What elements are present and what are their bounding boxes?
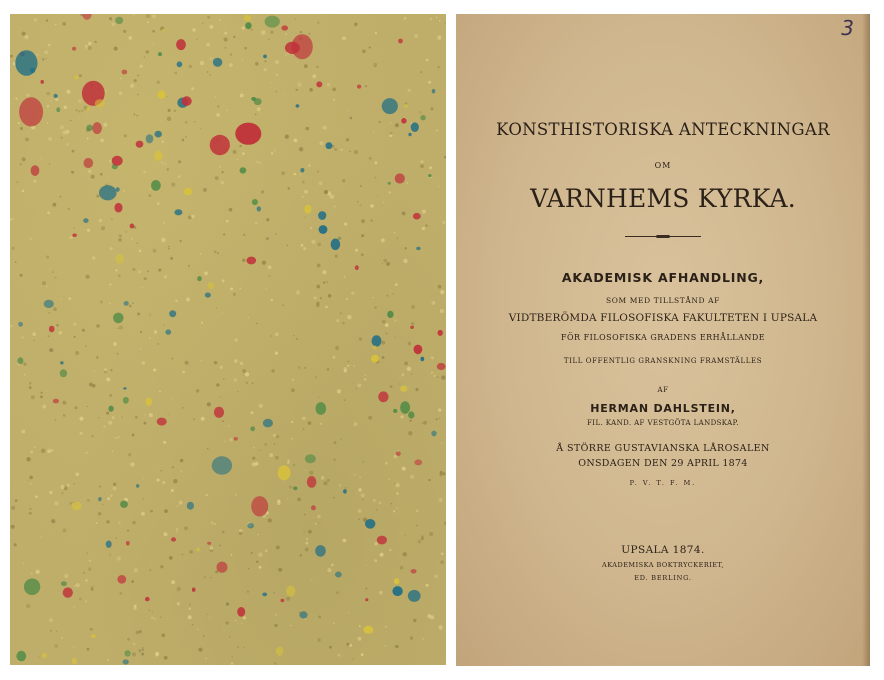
ink-speckle [165,329,171,334]
ink-speckle [214,407,224,418]
ink-speckle [411,569,417,574]
ink-speckle [416,247,420,250]
ink-speckle [240,167,247,173]
ink-speckle [244,15,251,21]
ink-speckle [315,545,326,557]
ink-speckle [115,254,124,264]
ink-speckle [146,134,154,143]
ink-speckle [74,75,78,80]
examination-line: TILL OFFENTLIG GRANSKNING FRAMSTÄLLES [563,357,763,365]
ink-speckle [84,158,94,168]
ink-speckle [18,322,23,327]
ink-speckle [250,426,255,431]
ornamental-rule [625,236,701,237]
ink-speckle [371,355,379,363]
ink-speckle [382,98,398,114]
main-title: VARNHEMS KYRKA. [530,184,796,213]
ink-speckle [210,135,230,155]
abbreviation-line: P. V. T. F. M. [629,479,697,487]
ink-speckle [192,588,196,592]
thesis-label: AKADEMISK AFHANDLING, [561,270,765,285]
ink-speckle [398,39,403,44]
ink-speckle [316,402,327,415]
ink-speckle [331,239,341,251]
ink-speckle [428,174,432,177]
ink-speckle [343,489,347,494]
page-number: 3 [841,16,854,40]
ink-speckle [112,156,123,166]
ink-speckle [108,406,113,412]
ink-speckle [17,357,23,364]
ink-speckle [304,205,311,214]
ink-speckle [122,70,128,75]
ink-speckle [281,599,285,602]
ink-speckle [72,47,76,51]
ink-speckle [113,313,123,324]
marbled-paper-pattern [10,14,446,665]
ink-speckle [86,125,92,131]
ink-speckle [432,89,436,94]
date-line: ONSDAGEN DEN 29 APRIL 1874 [578,458,748,469]
ink-speckle [396,451,401,456]
ink-speckle [53,399,59,404]
ink-speckle [158,90,166,99]
ink-speckle [54,94,58,98]
ink-speckle [414,345,423,355]
ink-speckle [44,300,54,308]
ink-speckle [60,361,63,364]
ink-speckle [254,98,262,105]
ink-speckle [136,141,144,148]
ink-speckle [285,42,300,54]
ink-speckle [61,581,67,586]
ink-speckle [208,282,214,289]
ink-speckle [326,142,333,149]
ink-speckle [125,650,131,656]
ink-speckle [372,335,382,346]
ink-speckle [395,173,405,183]
author-name: HERMAN DAHLSTEIN, [590,402,736,415]
ink-speckle [99,185,117,200]
ink-speckle [162,29,166,32]
ink-speckle [72,502,82,511]
author-credentials: FIL. KAND. AF VESTGÖTA LANDSKAP. [587,419,739,427]
ink-speckle [247,523,254,529]
ink-speckle [400,401,410,414]
ink-speckle [72,658,77,664]
ink-speckle [357,85,361,89]
ink-speckle [378,391,388,402]
ink-speckle [117,575,126,584]
ink-speckle [365,519,375,529]
ink-speckle [276,647,283,656]
ink-speckle [278,465,291,480]
ink-speckle [123,397,129,404]
ink-speckle [251,496,268,516]
ink-speckle [355,265,359,270]
ink-speckle [41,80,44,84]
title-line-2: OM [654,161,672,170]
ink-speckle [234,437,238,441]
marbled-cover [10,14,446,665]
ink-speckle [299,611,307,618]
ink-speckle [373,346,377,350]
ink-speckle [116,187,120,192]
ink-speckle [316,81,322,87]
ink-speckle [404,104,408,108]
ink-speckle [408,133,411,136]
ink-speckle [286,586,295,597]
ink-speckle [245,22,251,29]
ink-speckle [19,97,43,126]
ink-speckle [98,497,101,501]
title-line-1: KONSTHISTORISKA ANTECKNINGAR [496,120,830,139]
ink-speckle [365,598,368,601]
ink-speckle [176,39,186,50]
ink-speckle [115,17,123,24]
ink-speckle [408,411,414,418]
ink-speckle [213,58,222,67]
ink-speckle [146,398,153,406]
ink-speckle [217,562,228,573]
ink-speckle [305,454,316,463]
ink-speckle [394,578,399,584]
ink-speckle [106,541,112,548]
by-label: AF [657,386,669,394]
ink-speckle [124,301,129,306]
ink-speckle [311,505,316,510]
ink-speckle [60,369,67,377]
ink-speckle [92,122,102,134]
ink-speckle [155,131,162,138]
ink-speckle [237,607,245,617]
ink-speckle [401,118,406,124]
venue-line: Å STÖRRE GUSTAVIANSKA LÅROSALEN [556,443,770,454]
ink-speckle [410,326,414,329]
ink-speckle [392,586,402,596]
ink-speckle [212,456,232,474]
ink-speckle [15,50,37,76]
permission-line: SOM MED TILLSTÅND AF [606,296,720,305]
ink-speckle [120,501,128,508]
ink-speckle [187,502,194,510]
ink-speckle [262,593,267,597]
ink-speckle [145,597,150,601]
ink-speckle [123,387,126,389]
ink-speckle [115,203,123,213]
ink-speckle [408,590,421,602]
ink-speckle [393,409,397,413]
ink-speckle [420,357,424,361]
ink-speckle [387,311,393,318]
ink-speckle [31,165,40,176]
ink-speckle [252,199,258,205]
ink-speckle [293,487,297,491]
ink-speckle [174,209,182,215]
ink-speckle [411,122,419,132]
ink-speckle [431,431,436,437]
ink-speckle [196,548,200,552]
ink-speckle [72,234,76,237]
ink-speckle [420,115,425,120]
ink-speckle [281,25,288,30]
ink-speckle [136,484,139,488]
ink-speckle [126,541,130,546]
ink-speckle [83,218,88,223]
ink-speckle [263,419,273,428]
ink-speckle [335,572,342,578]
ink-speckle [95,99,105,107]
ink-speckle [82,14,91,20]
ink-speckle [319,225,328,234]
ink-speckle [265,16,280,28]
imprint-place: UPSALA 1874. [621,544,705,556]
ink-speckle [205,292,211,297]
ink-speckle [247,257,257,265]
title-page [456,14,870,666]
ink-speckle [197,276,202,281]
ink-speckle [130,224,135,229]
ink-speckle [207,542,211,545]
ink-speckle [414,459,422,465]
ink-speckle [300,168,304,173]
ink-speckle [151,180,161,191]
ink-speckle [184,188,192,195]
ink-speckle [157,418,167,426]
ink-speckle [123,659,129,664]
ink-speckle [438,330,443,336]
degree-line: FÖR FILOSOFISKA GRADENS ERHÅLLANDE [560,333,766,342]
imprint-name: ED. BERLING. [634,574,692,582]
ink-speckle [263,55,267,59]
ink-speckle [16,651,26,662]
ink-speckle [42,653,47,658]
faculty-line: VIDTBERÖMDA FILOSOFISKA FAKULTETEN I UPSALA [508,312,818,324]
ink-speckle [437,363,446,370]
ink-speckle [154,151,162,161]
ink-speckle [158,52,162,56]
ink-speckle [400,386,407,392]
ink-speckle [388,182,391,185]
imprint-printer: AKADEMISKA BOKTRYCKERIET, [602,561,724,569]
ink-speckle [318,211,326,220]
ink-speckle [91,634,96,638]
ink-speckle [377,536,387,545]
ink-speckle [171,537,176,541]
ink-speckle [24,579,40,596]
ink-speckle [296,104,300,107]
ink-speckle [56,107,60,112]
ink-speckle [413,213,421,220]
ink-speckle [182,96,192,106]
ink-speckle [63,587,73,597]
ink-speckle [257,206,261,211]
ink-speckle [363,626,373,634]
ink-speckle [235,123,261,145]
ink-speckle [169,310,176,317]
ink-speckle [87,107,90,111]
ink-speckle [307,476,317,488]
ink-speckle [49,326,55,333]
ink-speckle [177,61,183,67]
